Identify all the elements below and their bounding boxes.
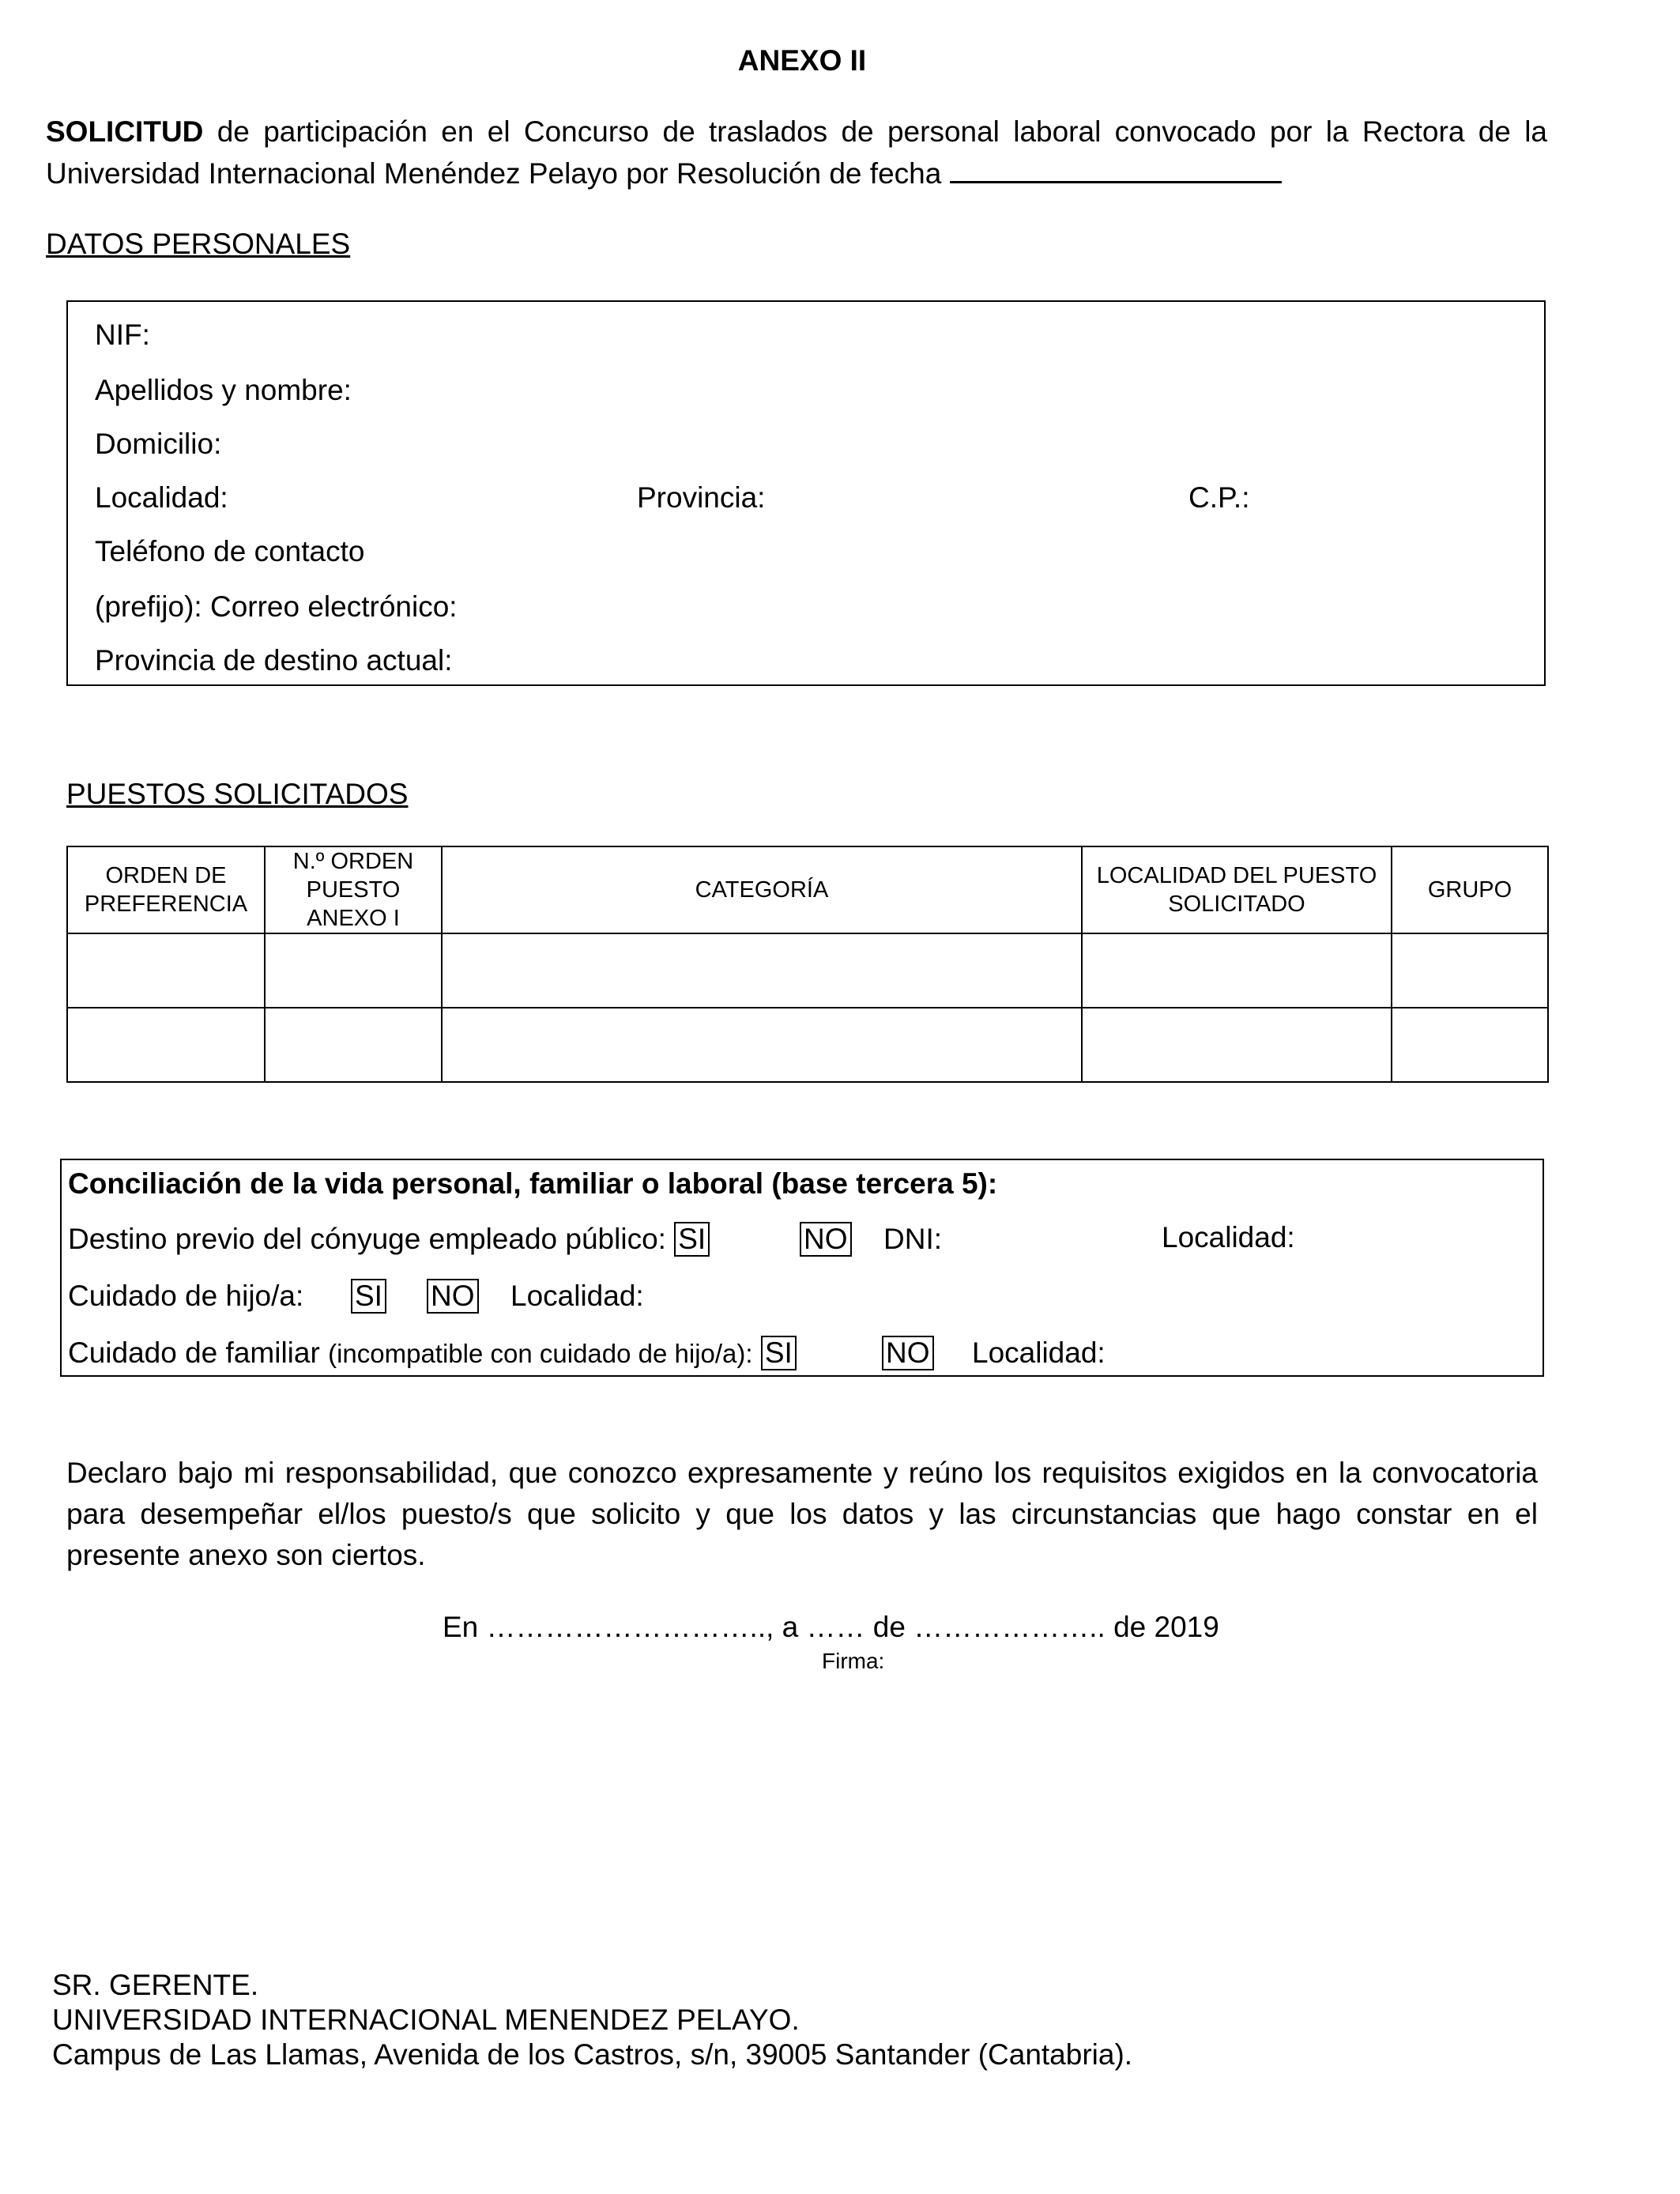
puestos-table [66, 846, 1549, 1083]
telefono-label: Teléfono de contacto [95, 535, 365, 567]
datos-personales-heading: DATOS PERSONALES [46, 228, 351, 260]
page-title: ANEXO II [737, 44, 867, 77]
hijo-no-checkbox[interactable]: NO [427, 1279, 479, 1314]
intro-paragraph [46, 111, 1547, 194]
destinatario-block [52, 1968, 1132, 2072]
header-categoria: CATEGORÍA [442, 846, 1082, 933]
hijo-si-wrap [351, 1279, 386, 1314]
intro-bold: SOLICITUD [46, 115, 204, 148]
date-blank-line[interactable] [950, 157, 1282, 183]
header-orden-preferencia: ORDEN DE PREFERENCIA [67, 846, 265, 933]
conyuge-label: Destino previo del cónyuge empleado público: [68, 1223, 666, 1255]
destinatario-line-2: UNIVERSIDAD INTERNACIONAL MENENDEZ PELAYO. [52, 2004, 800, 2036]
table-header-row [67, 846, 1548, 933]
table-cell[interactable] [442, 933, 1082, 1008]
nif-label: NIF: [95, 319, 150, 351]
familiar-localidad-label: Localidad: [972, 1336, 1106, 1369]
provincia-destino-label: Provincia de destino actual: [95, 644, 453, 677]
hijo-localidad-label: Localidad: [510, 1280, 644, 1312]
table-cell[interactable] [1392, 933, 1548, 1008]
conyuge-si-checkbox[interactable]: SI [674, 1222, 710, 1257]
apellidos-label: Apellidos y nombre: [95, 374, 352, 406]
table-cell[interactable] [67, 933, 265, 1008]
cp-label: C.P.: [1188, 481, 1250, 514]
table-cell[interactable] [265, 1008, 442, 1082]
puestos-heading: PUESTOS SOLICITADOS [66, 778, 409, 810]
header-grupo: GRUPO [1392, 846, 1548, 933]
familiar-note: (incompatible con cuidado de hijo/a): [328, 1339, 753, 1368]
familiar-no-wrap [882, 1336, 934, 1370]
correo-label: (prefijo): Correo electrónico: [95, 590, 458, 623]
conyuge-no-checkbox[interactable]: NO [800, 1222, 852, 1257]
table-cell[interactable] [265, 933, 442, 1008]
familiar-si-checkbox[interactable]: SI [761, 1336, 797, 1370]
dni-label: DNI: [883, 1223, 942, 1255]
datos-personales-box [66, 300, 1546, 686]
intro-text: de participación en el Concurso de traslados de personal laboral convocado por la Rectora de la Universidad Internacional Menéndez Pelayo por Resolución de fecha [46, 115, 1547, 190]
table-row [67, 933, 1548, 1008]
table-row [67, 1008, 1548, 1082]
table-cell[interactable] [1082, 933, 1392, 1008]
familiar-row [68, 1336, 797, 1371]
familiar-label: Cuidado de familiar [68, 1336, 320, 1369]
table-cell[interactable] [1082, 1008, 1392, 1082]
destinatario-line-3: Campus de Las Llamas, Avenida de los Castros, s/n, 39005 Santander (Cantabria). [52, 2038, 1133, 2071]
header-localidad: LOCALIDAD DEL PUESTO SOLICITADO [1082, 846, 1392, 933]
conyuge-row [68, 1222, 710, 1257]
table-cell[interactable] [67, 1008, 265, 1082]
hijo-no-wrap [427, 1279, 479, 1314]
table-cell[interactable] [1392, 1008, 1548, 1082]
destinatario-line-1: SR. GERENTE. [52, 1969, 259, 2001]
fecha-line: En ……………………….., a …… de ……………….. de 2019 [443, 1611, 1219, 1643]
hijo-si-checkbox[interactable]: SI [351, 1279, 386, 1314]
conciliacion-title: Conciliación de la vida personal, familiar o laboral (base tercera 5): [68, 1167, 998, 1200]
localidad-label: Localidad: [95, 481, 228, 514]
table-cell[interactable] [442, 1008, 1082, 1082]
domicilio-label: Domicilio: [95, 428, 222, 460]
conyuge-localidad-label: Localidad: [1162, 1221, 1295, 1253]
conciliacion-box [60, 1159, 1544, 1377]
conyuge-no-wrap [800, 1222, 852, 1257]
familiar-no-checkbox[interactable]: NO [882, 1336, 934, 1370]
firma-label: Firma: [822, 1649, 885, 1673]
header-orden-puesto: N.º ORDEN PUESTO ANEXO I [265, 846, 442, 933]
hijo-label: Cuidado de hijo/a: [68, 1280, 304, 1312]
declaracion-paragraph: Declaro bajo mi responsabilidad, que conozco expresamente y reúno los requisitos exigidos en la convocatoria para desempeñar el/los puesto/s que solicito y que los datos y las circunstancias que hago constar en el presente anexo son ciertos. [66, 1457, 1538, 1571]
provincia-label: Provincia: [637, 481, 766, 514]
